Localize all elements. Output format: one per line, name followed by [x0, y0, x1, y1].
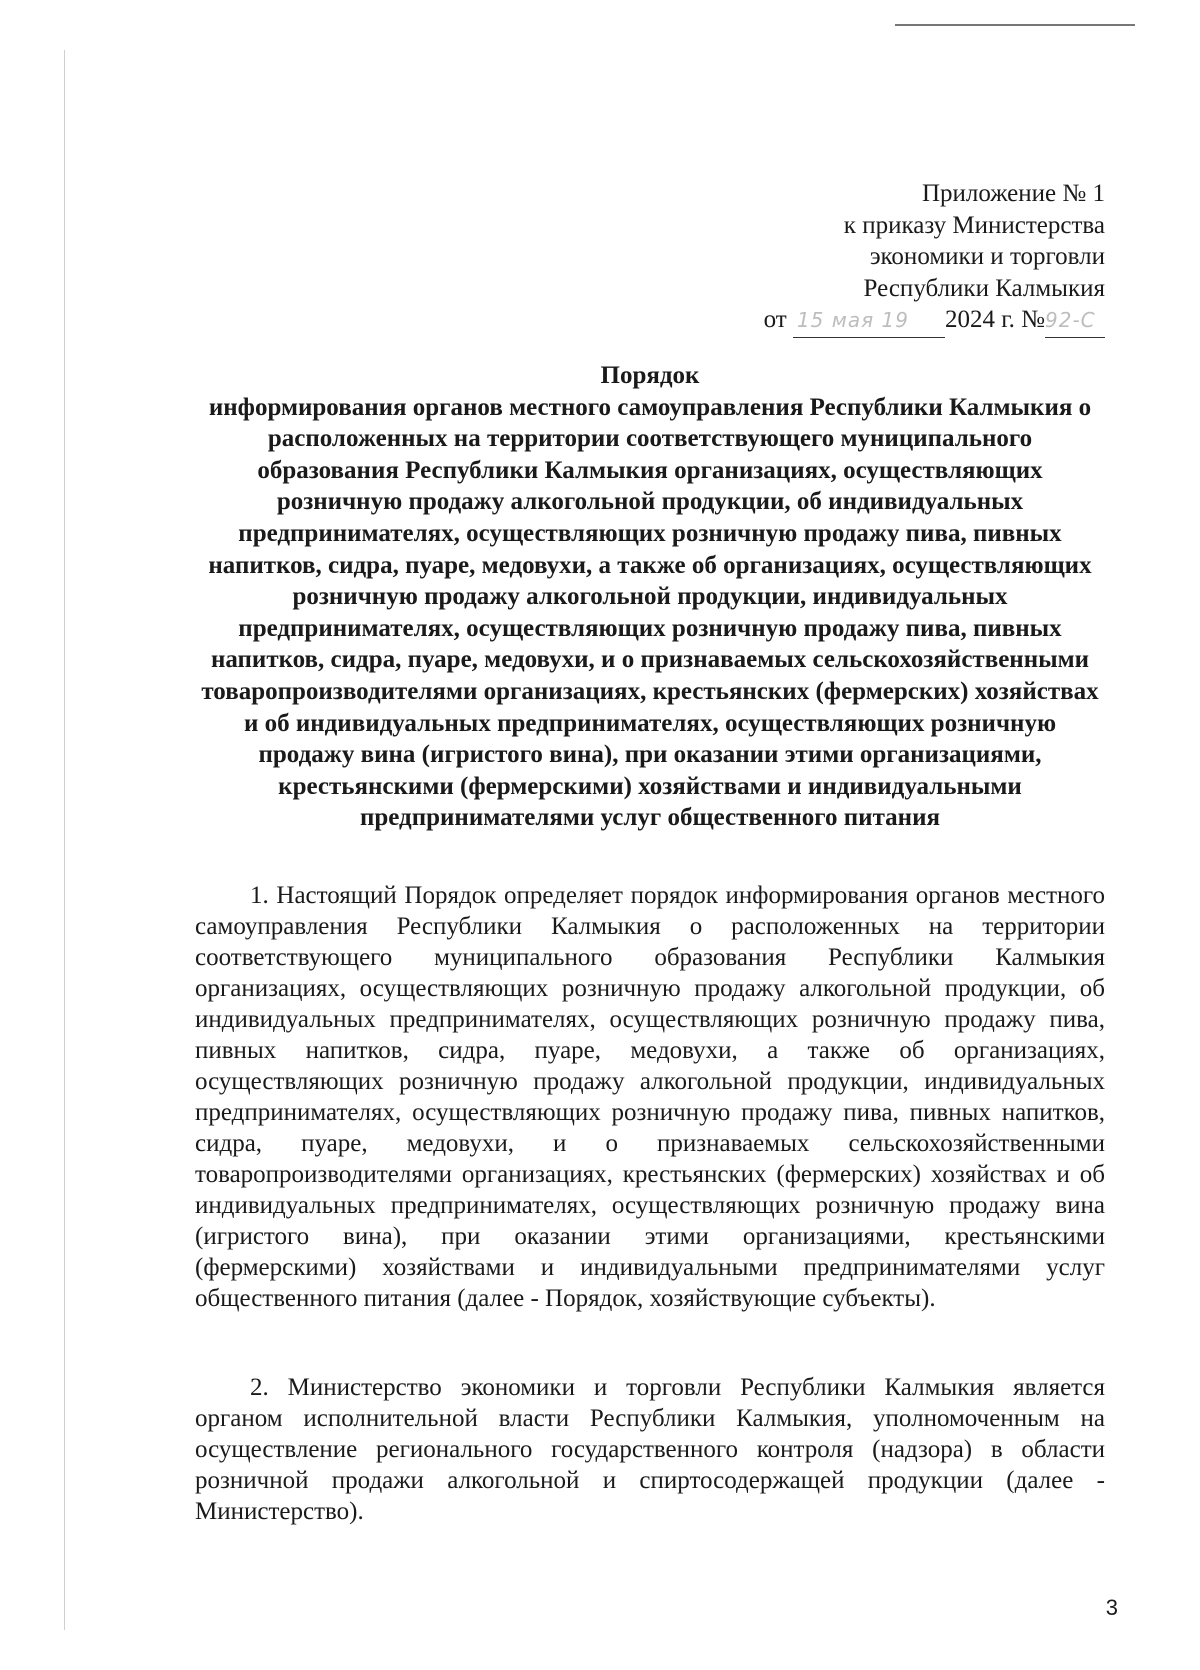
- document-title: [195, 360, 1105, 834]
- appendix-line-4: Республики Калмыкия: [863, 274, 1105, 302]
- appendix-date-line: [764, 304, 1105, 338]
- appendix-block: [764, 178, 1105, 338]
- appendix-line-3: экономики и торговли: [869, 243, 1105, 270]
- page-number: 3: [1105, 1595, 1118, 1620]
- paragraph-1: 1. Настоящий Порядок определяет порядок информирования органов местного самоуправления Республики Калмыкия о расположенных на территории соответствующего муниципального образования Республики Калмыкия организациях, осуществляющих розничную продажу алкогольной продукции, об индивидуальных предпринимателях, осуществляющих розничную продажу пива, пивных напитков, сидра, пуаре, медовухи, а также об организациях, осуществляющих розничную продажу алкогольной продукции, индивидуальных предпринимателях, осуществляющих розничную продажу пива, пивных напитков, сидра, пуаре, медовухи, и о признаваемых сельскохозяйственными товаропроизводителями организациях, крестьянских (фермерских) хозяйствах и об индивидуальных предпринимателях, осуществляющих розничную продажу вина (игристого вина), при оказании этими организациями, крестьянскими (фермерскими) хозяйствами и индивидуальными предпринимателями услуг общественного питания (далее - Порядок, хозяйствующие субъекты).: [195, 882, 1105, 1312]
- top-rule: [895, 24, 1135, 26]
- handwritten-date: 15 мая 19: [793, 305, 945, 338]
- title-text: информирования органов местного самоуправления Республики Калмыкия о расположенных на территории соответствующего муниципального образования Республики Калмыкия организациях, осуществляющих розничную продажу алкогольной продукции, об индивидуальных предпринимателях, осуществляющих розничную продажу пива, пивных напитков, сидра, пуаре, медовухи, а также об организациях, осуществляющих розничную продажу алкогольной продукции, индивидуальных предпринимателях, осуществляющих розничную продажу пива, пивных напитков, сидра, пуаре, медовухи, и о признаваемых сельскохозяйственными товаропроизводителями организациях, крестьянских (фермерских) хозяйствах и об индивидуальных предпринимателях, осуществляющих розничную продажу вина (игристого вина), при оказании этими организациями, крестьянскими (фермерскими) хозяйствами и индивидуальными предпринимателями услуг общественного питания: [201, 393, 1099, 832]
- paragraph-2: 2. Министерство экономики и торговли Республики Калмыкия является органом исполнительной власти Республики Калмыкия, уполномоченным на осуществление регионального государственного контроля (надзора) в области розничной продажи алкогольной и спиртосодержащей продукции (далее - Министерство).: [195, 1374, 1105, 1525]
- appendix-line-1: Приложение № 1: [921, 180, 1105, 207]
- appendix-line-2: к приказу Министерства: [843, 211, 1105, 239]
- order-year: 2024 г. №: [944, 306, 1045, 333]
- scan-margin-line: [64, 50, 65, 1630]
- title-heading: Порядок: [600, 362, 700, 389]
- date-prefix: от: [763, 306, 787, 333]
- handwritten-order-number: 92-С: [1045, 305, 1105, 338]
